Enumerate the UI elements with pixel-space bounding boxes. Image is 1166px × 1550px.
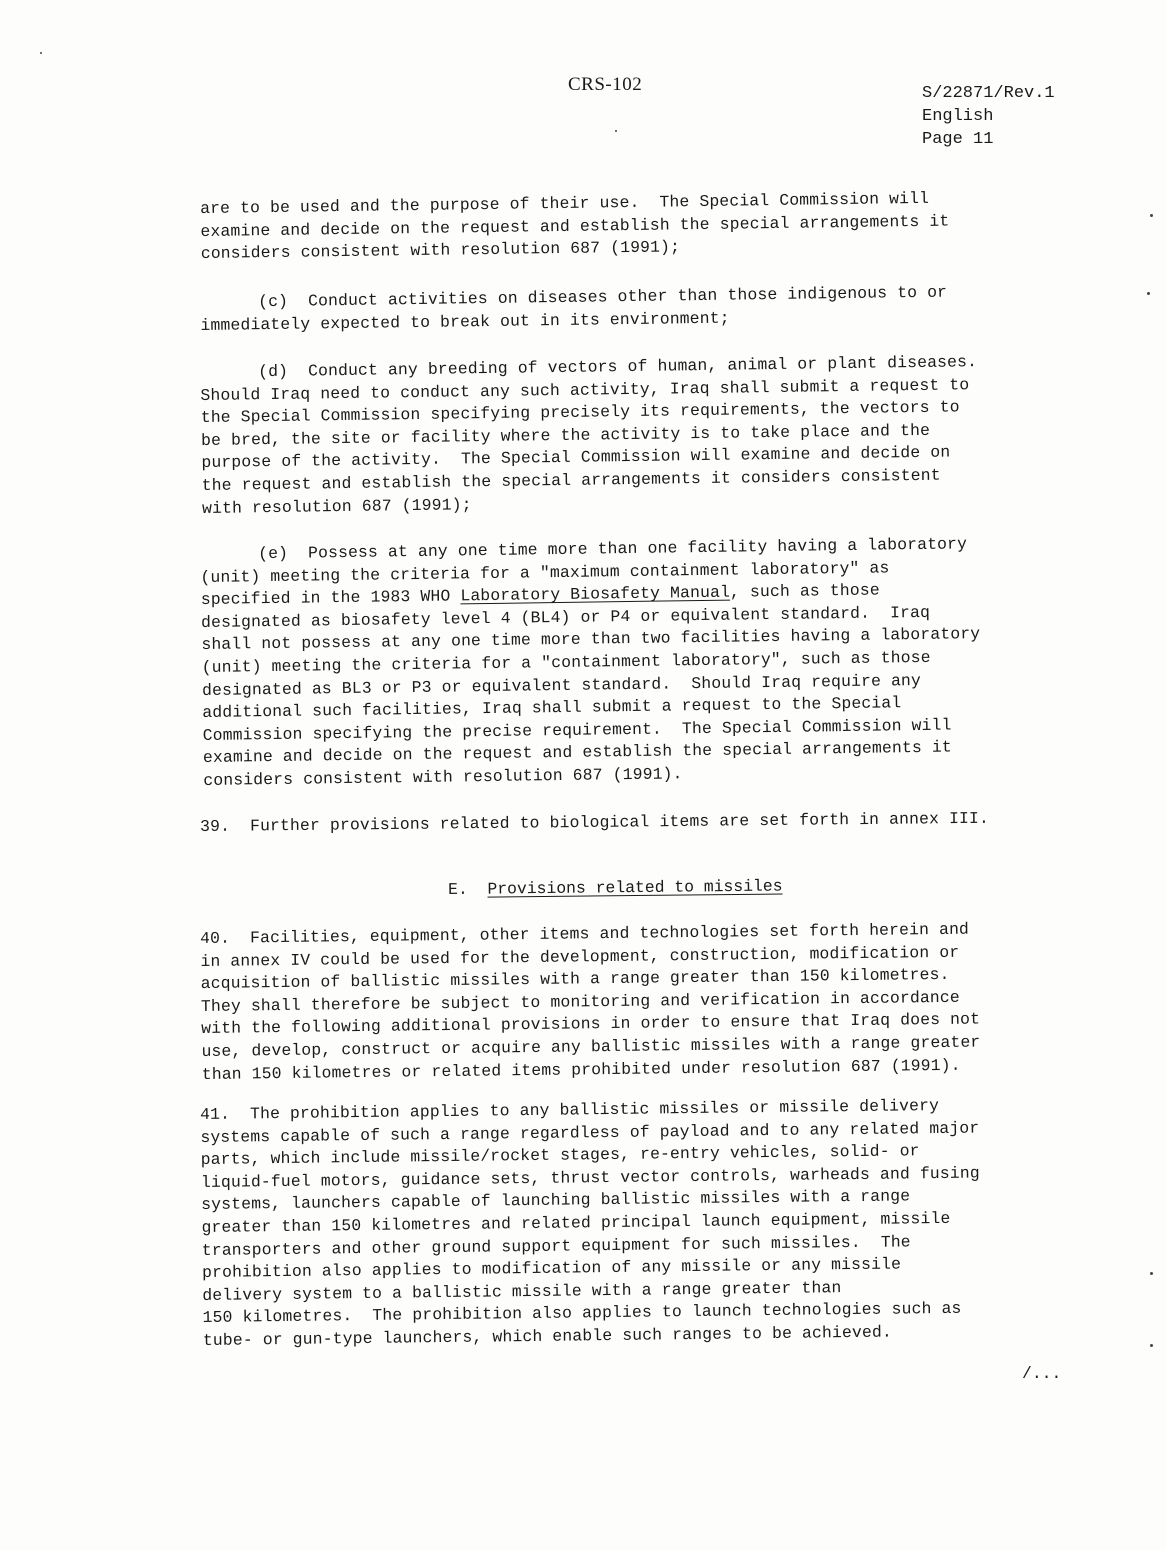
- text-line: use, develop, construct or acquire any ballistic missiles with a range greater: [201, 1032, 981, 1061]
- text-line: considers consistent with resolution 687 (1991);: [200, 237, 681, 264]
- text-line: acquisition of ballistic missiles with a range greater than 150 kilometres.: [200, 965, 950, 994]
- text-line: the Special Commission specifying precisely its requirements, the vectors to: [200, 397, 960, 428]
- text-line: examine and decide on the request and establish the special arrangements it: [202, 737, 952, 768]
- text-line: purpose of the activity. The Special Commission will examine and decide on: [201, 442, 951, 473]
- text-line: designated as BL3 or P3 or equivalent standard. Should Iraq require any: [201, 670, 922, 700]
- text-line: greater than 150 kilometres and related principal launch equipment, missile: [201, 1208, 951, 1237]
- text-line: tube- or gun-type launchers, which enable such ranges to be achieved.: [202, 1322, 893, 1350]
- text-line: parts, which include missile/rocket stages, re-entry vehicles, solid- or: [200, 1141, 920, 1170]
- continuation-mark: /...: [1022, 1364, 1062, 1383]
- item-d-paragraph: [200, 350, 1082, 520]
- paragraph-39: [200, 807, 1080, 839]
- text-line: (c) Conduct activities on diseases other than those indigenous to or: [258, 282, 948, 312]
- item-e-paragraph: [200, 532, 1083, 793]
- text-line: Commission specifying the precise requirement. The Special Commission will: [202, 715, 952, 745]
- text-line: (e) Possess at any one time more than one facility having a laboratory: [258, 534, 968, 564]
- section-heading-e: [448, 876, 783, 899]
- section-letter: E.: [448, 879, 488, 899]
- text-line: are to be used and the purpose of their use. The Special Commission will: [200, 188, 930, 218]
- document-symbol: S/22871/Rev.1: [922, 84, 1055, 103]
- text-line: prohibition also applies to modification of any missile or any missile: [201, 1254, 902, 1283]
- text-line: (d) Conduct any breeding of vectors of human, animal or plant diseases.: [258, 352, 978, 382]
- paragraph-40: [200, 917, 1082, 1086]
- text-line: additional such facilities, Iraq shall submit a request to the Special: [202, 693, 902, 723]
- document-reference: [922, 82, 1055, 151]
- text-line: with resolution 687 (1991);: [201, 494, 472, 518]
- text-line: Should Iraq need to conduct any such activity, Iraq shall submit a request to: [200, 374, 970, 405]
- scan-speck: [40, 52, 42, 54]
- text-line: 150 kilometres. The prohibition also applies to launch technologies such as: [202, 1299, 962, 1328]
- scan-speck: [1150, 1344, 1153, 1347]
- text-fragment: specified in the 1983 WHO: [200, 586, 461, 610]
- crs-page-label: CRS-102: [568, 74, 643, 95]
- section-title: Provisions related to missiles: [487, 876, 783, 899]
- paragraph-41: [200, 1093, 1083, 1352]
- scan-speck: [1150, 1272, 1153, 1275]
- text-line: They shall therefore be subject to monitoring and verification in accordance: [200, 987, 960, 1016]
- scan-speck: [1150, 214, 1153, 217]
- scan-speck: [1147, 292, 1150, 295]
- text-line: in annex IV could be used for the development, construction, modification or: [200, 942, 960, 971]
- intro-paragraph: [200, 186, 1081, 266]
- text-line: 41. The prohibition applies to any ballistic missiles or missile delivery: [200, 1095, 940, 1124]
- text-fragment: , such as those: [729, 580, 880, 602]
- text-line: transporters and other ground support equipment for such missiles. The: [201, 1231, 911, 1260]
- item-c-paragraph: [200, 280, 1081, 337]
- text-line: liquid-fuel motors, guidance sets, thrust vector controls, warheads and fusing: [200, 1163, 980, 1192]
- text-line: systems capable of such a range regardless of payload and to any related major: [200, 1118, 980, 1147]
- document-language: English: [922, 107, 994, 126]
- text-line: designated as biosafety level 4 (BL4) or P4 or equivalent standard. Iraq: [200, 602, 931, 632]
- text-line: with the following additional provisions in order to ensure that Iraq does not: [201, 1009, 981, 1039]
- text-line: be bred, the site or facility where the activity is to take place and the: [200, 420, 931, 450]
- text-line: than 150 kilometres or related items prohibited under resolution 687 (1991).: [201, 1055, 961, 1084]
- text-line: shall not possess at any one time more than two facilities having a laboratory: [201, 624, 981, 655]
- text-line: examine and decide on the request and establish the special arrangements it: [200, 211, 950, 241]
- text-line: (unit) meeting the criteria for a "maximum containment laboratory" as: [200, 557, 890, 587]
- text-line: (unit) meeting the criteria for a "containment laboratory", such as those: [201, 647, 931, 677]
- text-line: delivery system to a ballistic missile with a range greater than: [202, 1277, 842, 1305]
- text-line: immediately expected to break out in its environment;: [200, 308, 730, 335]
- document-page-number: Page 11: [922, 130, 994, 149]
- scan-speck: [615, 130, 617, 132]
- text-line: systems, launchers capable of launching ballistic missiles with a range: [201, 1186, 911, 1215]
- text-line: considers consistent with resolution 687 (1991).: [203, 764, 683, 790]
- manual-title: Laboratory Biosafety Manual: [460, 582, 731, 606]
- text-line: the request and establish the special arrangements it considers consistent: [201, 465, 941, 495]
- text-line: 39. Further provisions related to biological items are set forth in annex III.: [200, 808, 990, 836]
- text-line: 40. Facilities, equipment, other items and technologies set forth herein and: [200, 919, 970, 948]
